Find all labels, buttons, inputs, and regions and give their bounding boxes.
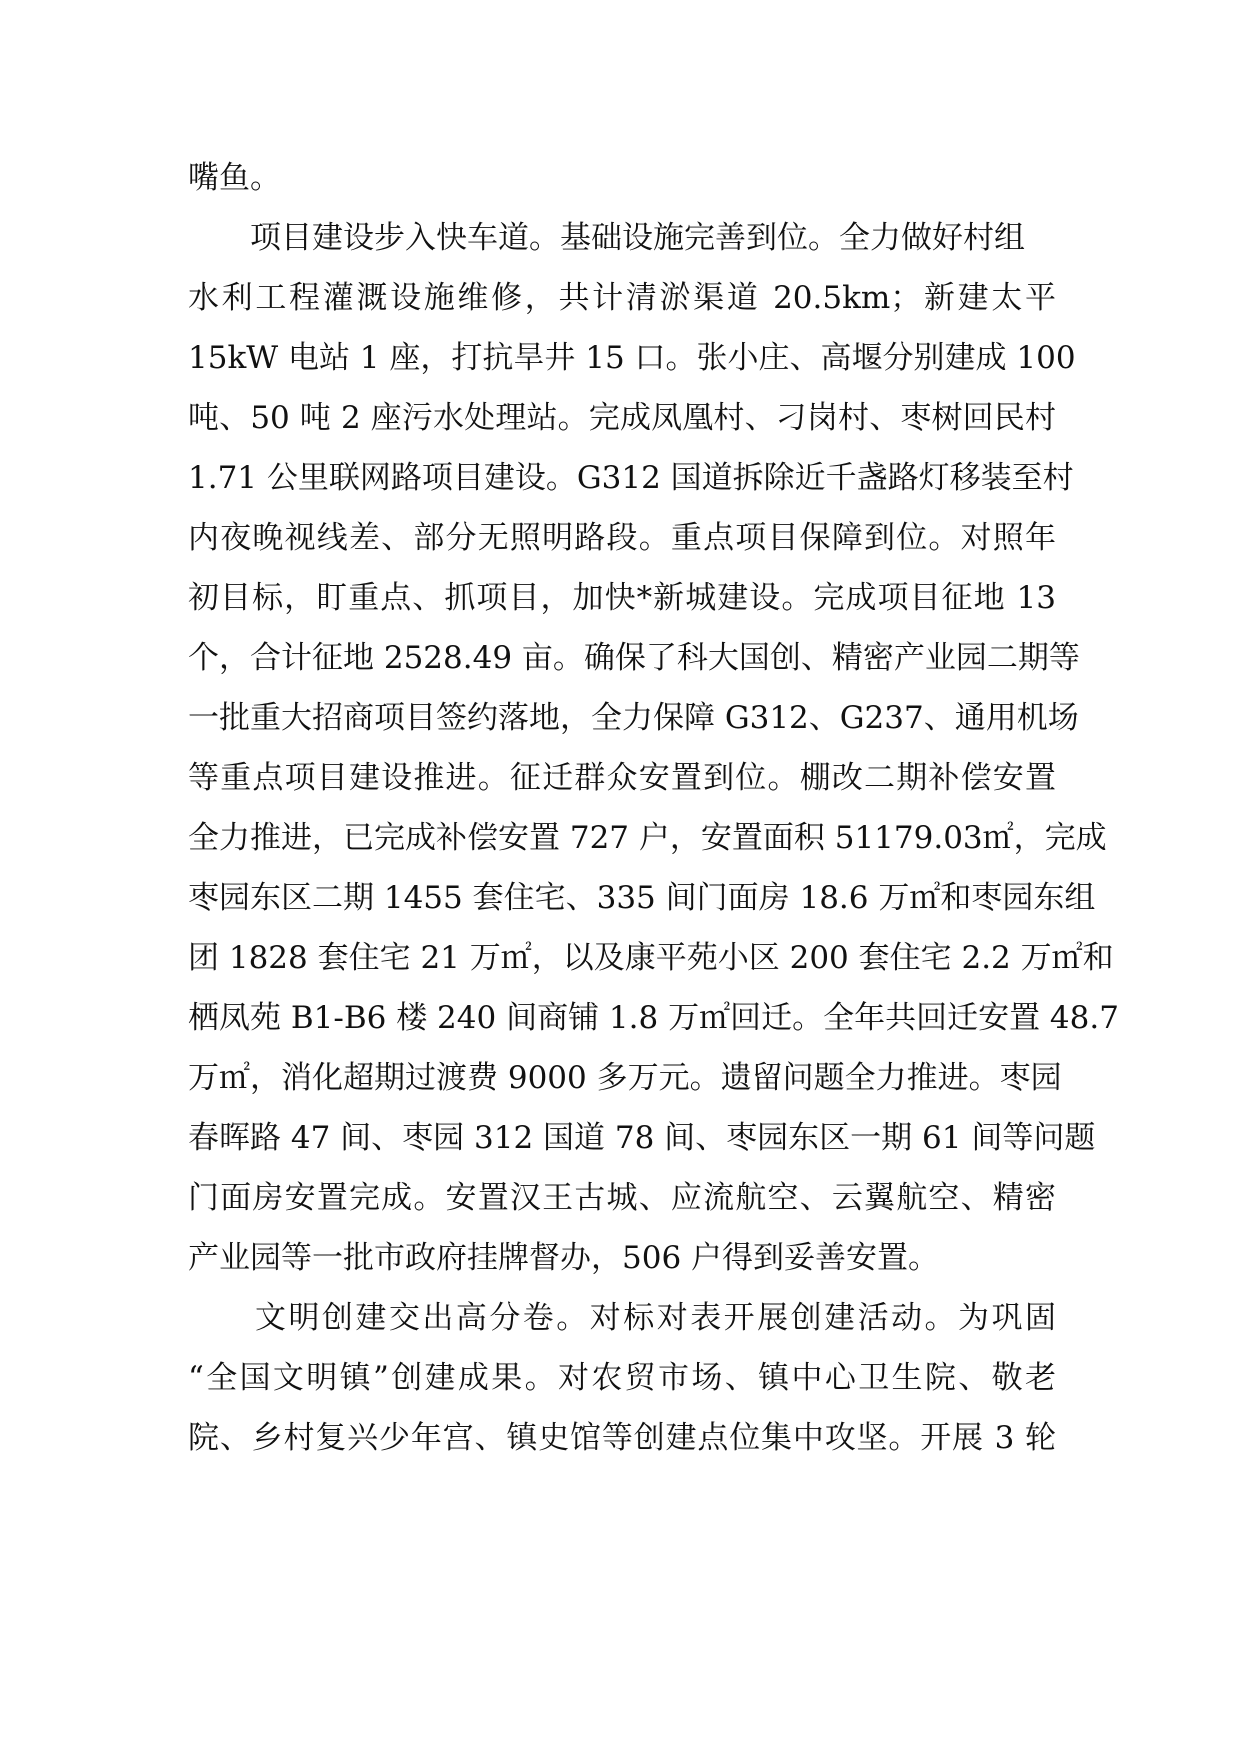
text-line-9: 个，合计征地 2528.49 亩。确保了科大国创、精密产业园二期等 <box>188 640 1080 676</box>
text-line-7: 内夜晚视线差、部分无照明路段。重点项目保障到位。对照年 <box>188 520 1056 556</box>
text-line-18: 门面房安置完成。安置汉王古城、应流航空、云翼航空、精密 <box>188 1180 1056 1216</box>
text-line-12: 全力推进，已完成补偿安置 727 户，安置面积 51179.03㎡，完成 <box>188 820 1107 856</box>
text-line-13: 枣园东区二期 1455 套住宅、335 间门面房 18.6 万㎡和枣园东组 <box>188 880 1096 916</box>
text-line-2: 项目建设步入快车道。基础设施完善到位。全力做好村组 <box>188 220 1025 256</box>
text-line-5: 吨、50 吨 2 座污水处理站。完成凤凰村、刁岗村、枣树回民村 <box>188 400 1056 436</box>
text-line-11: 等重点项目建设推进。征迁群众安置到位。棚改二期补偿安置 <box>188 760 1056 796</box>
text-line-17: 春晖路 47 间、枣园 312 国道 78 间、枣园东区一期 61 间等问题 <box>188 1120 1096 1156</box>
text-line-4: 15kW 电站 1 座，打抗旱井 15 口。张小庄、高堰分别建成 100 <box>188 340 1076 376</box>
text-line-22: 院、乡村复兴少年宫、镇史馆等创建点位集中攻坚。开展 3 轮 <box>188 1420 1056 1456</box>
text-line-16: 万㎡，消化超期过渡费 9000 多万元。遗留问题全力推进。枣园 <box>188 1060 1062 1096</box>
text-line-8: 初目标，盯重点、抓项目，加快*新城建设。完成项目征地 13 <box>188 580 1056 616</box>
text-line-14: 团 1828 套住宅 21 万㎡，以及康平苑小区 200 套住宅 2.2 万㎡和 <box>188 940 1114 976</box>
text-line-20: 文明创建交出高分卷。对标对表开展创建活动。为巩固 <box>188 1300 1056 1336</box>
text-line-3: 水利工程灌溉设施维修，共计清淤渠道 20.5km；新建太平 <box>188 280 1056 316</box>
text-line-1: 嘴鱼。 <box>188 160 281 196</box>
text-line-21: “全国文明镇”创建成果。对农贸市场、镇中心卫生院、敬老 <box>188 1360 1056 1396</box>
text-line-10: 一批重大招商项目签约落地，全力保障 G312、G237、通用机场 <box>188 700 1079 736</box>
text-line-15: 栖凤苑 B1-B6 楼 240 间商铺 1.8 万㎡回迁。全年共回迁安置 48.7 <box>188 1000 1119 1036</box>
text-line-6: 1.71 公里联网路项目建设。G312 国道拆除近千盏路灯移装至村 <box>188 460 1074 496</box>
text-line-19: 产业园等一批市政府挂牌督办，506 户得到妥善安置。 <box>188 1240 940 1276</box>
